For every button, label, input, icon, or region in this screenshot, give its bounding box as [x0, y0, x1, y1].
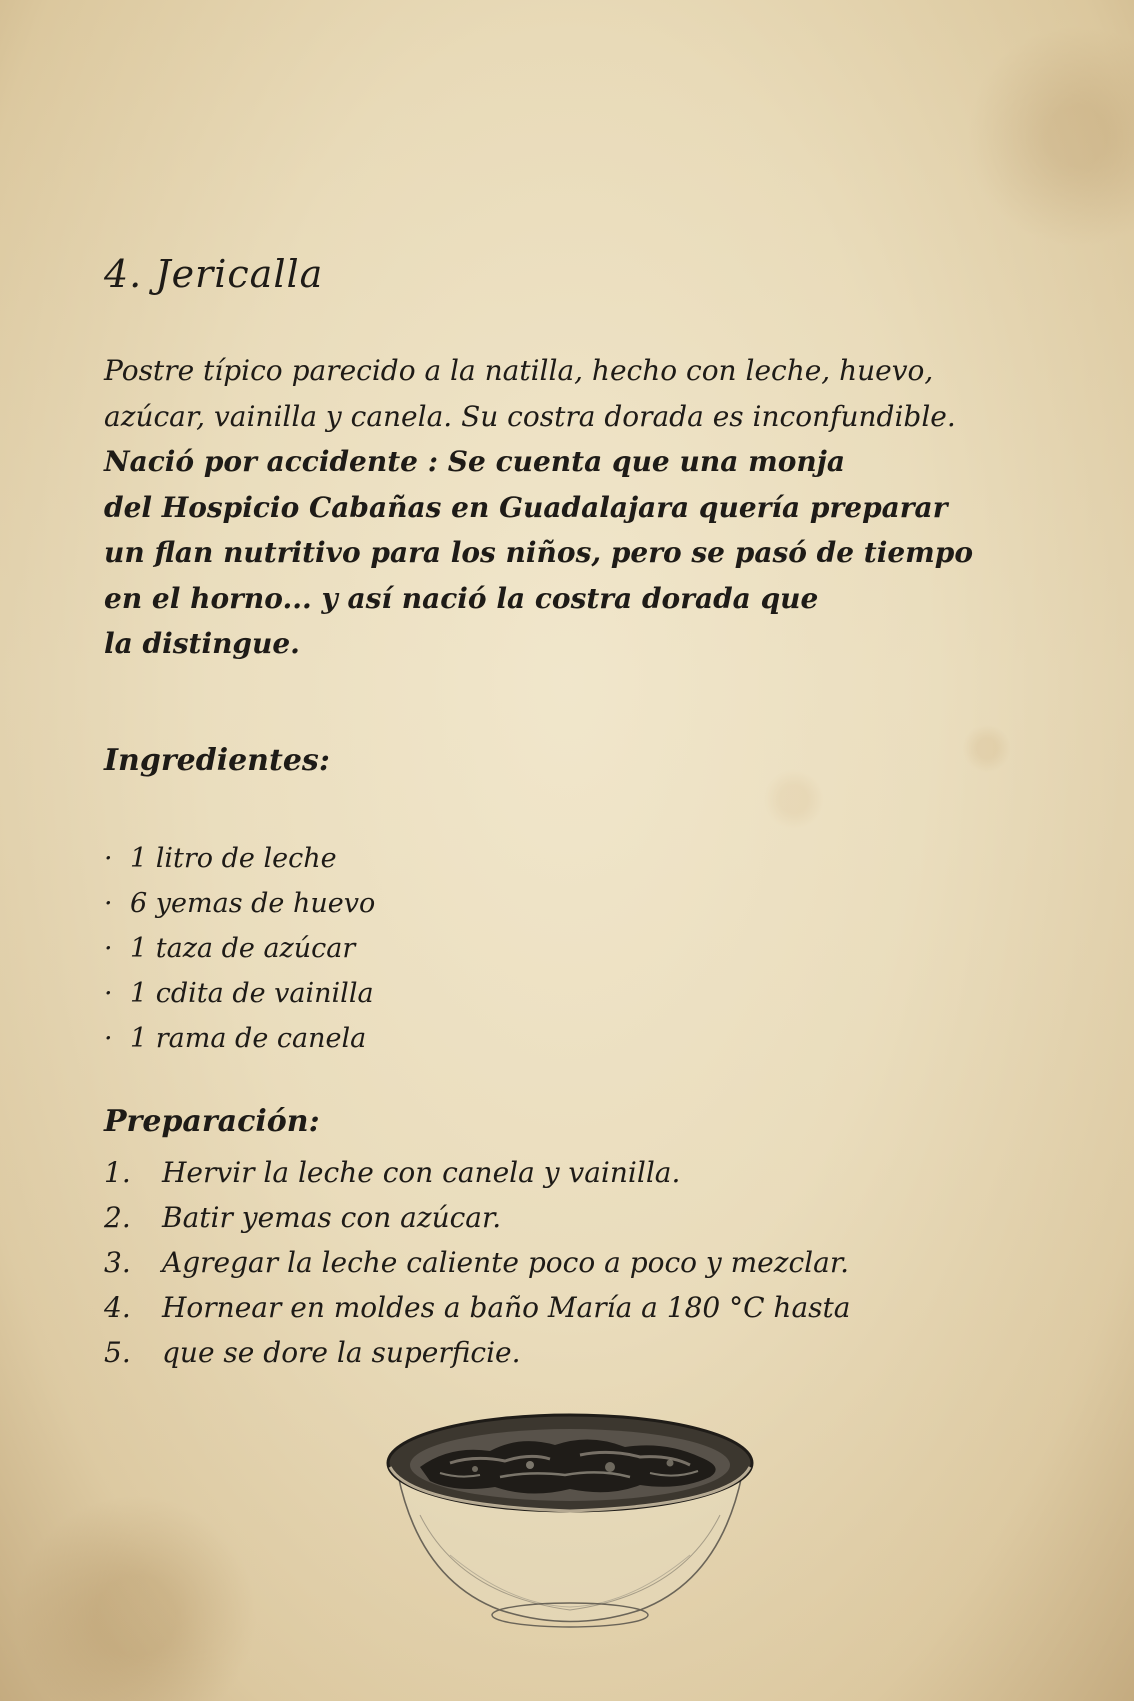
intro-line: en el horno... y así nació la costra dorada que — [104, 581, 819, 615]
ingredient-item — [104, 881, 375, 926]
step-item — [104, 1150, 850, 1195]
ingredients-heading: Ingredientes: — [104, 743, 330, 778]
preparation-heading: Preparación: — [104, 1104, 320, 1139]
intro-line: Nació por accidente : Se cuenta que una monja — [104, 445, 846, 478]
bullet: · — [104, 843, 113, 874]
intro-line: Postre típico parecido a la natilla, hecho con leche, huevo, — [104, 354, 934, 387]
step-text: Batir yemas con azúcar. — [162, 1201, 502, 1234]
ingredient-text: 1 litro de leche — [130, 843, 337, 874]
ingredients-list — [104, 836, 375, 1061]
preparation-steps — [104, 1150, 850, 1375]
step-number: 1. — [104, 1156, 131, 1189]
bullet: · — [104, 933, 113, 964]
ingredient-text: 1 rama de canela — [130, 1023, 367, 1054]
jericalla-bowl-icon — [380, 1405, 760, 1635]
step-number: 5. — [104, 1336, 131, 1369]
step-number: 3. — [104, 1246, 131, 1279]
ingredient-item — [104, 971, 375, 1016]
recipe-title: 4. Jericalla — [104, 252, 324, 296]
step-text: Hornear en moldes a baño María a 180 °C hasta — [162, 1291, 851, 1324]
ingredient-text: 1 taza de azúcar — [130, 933, 356, 964]
bullet: · — [104, 1023, 113, 1054]
recipe-intro — [104, 348, 1054, 667]
step-item — [104, 1330, 850, 1375]
step-number: 4. — [104, 1291, 131, 1324]
bullet: · — [104, 978, 113, 1009]
step-item — [104, 1285, 850, 1330]
step-number: 2. — [104, 1201, 131, 1234]
step-text: Hervir la leche con canela y vainilla. — [162, 1156, 681, 1189]
ingredient-text: 1 cdita de vainilla — [130, 978, 374, 1009]
bullet: · — [104, 888, 113, 919]
step-item — [104, 1240, 850, 1285]
step-text: Agregar la leche caliente poco a poco y mezclar. — [162, 1246, 850, 1279]
intro-line: azúcar, vainilla y canela. Su costra dorada es inconfundible. — [104, 399, 956, 433]
ingredient-item — [104, 836, 375, 881]
ingredient-item — [104, 1016, 375, 1061]
intro-line: del Hospicio Cabañas en Guadalajara quería preparar — [104, 490, 948, 524]
ingredient-text: 6 yemas de huevo — [130, 888, 376, 919]
step-item — [104, 1195, 850, 1240]
step-text: que se dore la superficie. — [162, 1336, 521, 1369]
ingredient-item — [104, 926, 375, 971]
intro-line: la distingue. — [104, 627, 300, 660]
intro-line: un flan nutritivo para los niños, pero se pasó de tiempo — [104, 536, 974, 569]
